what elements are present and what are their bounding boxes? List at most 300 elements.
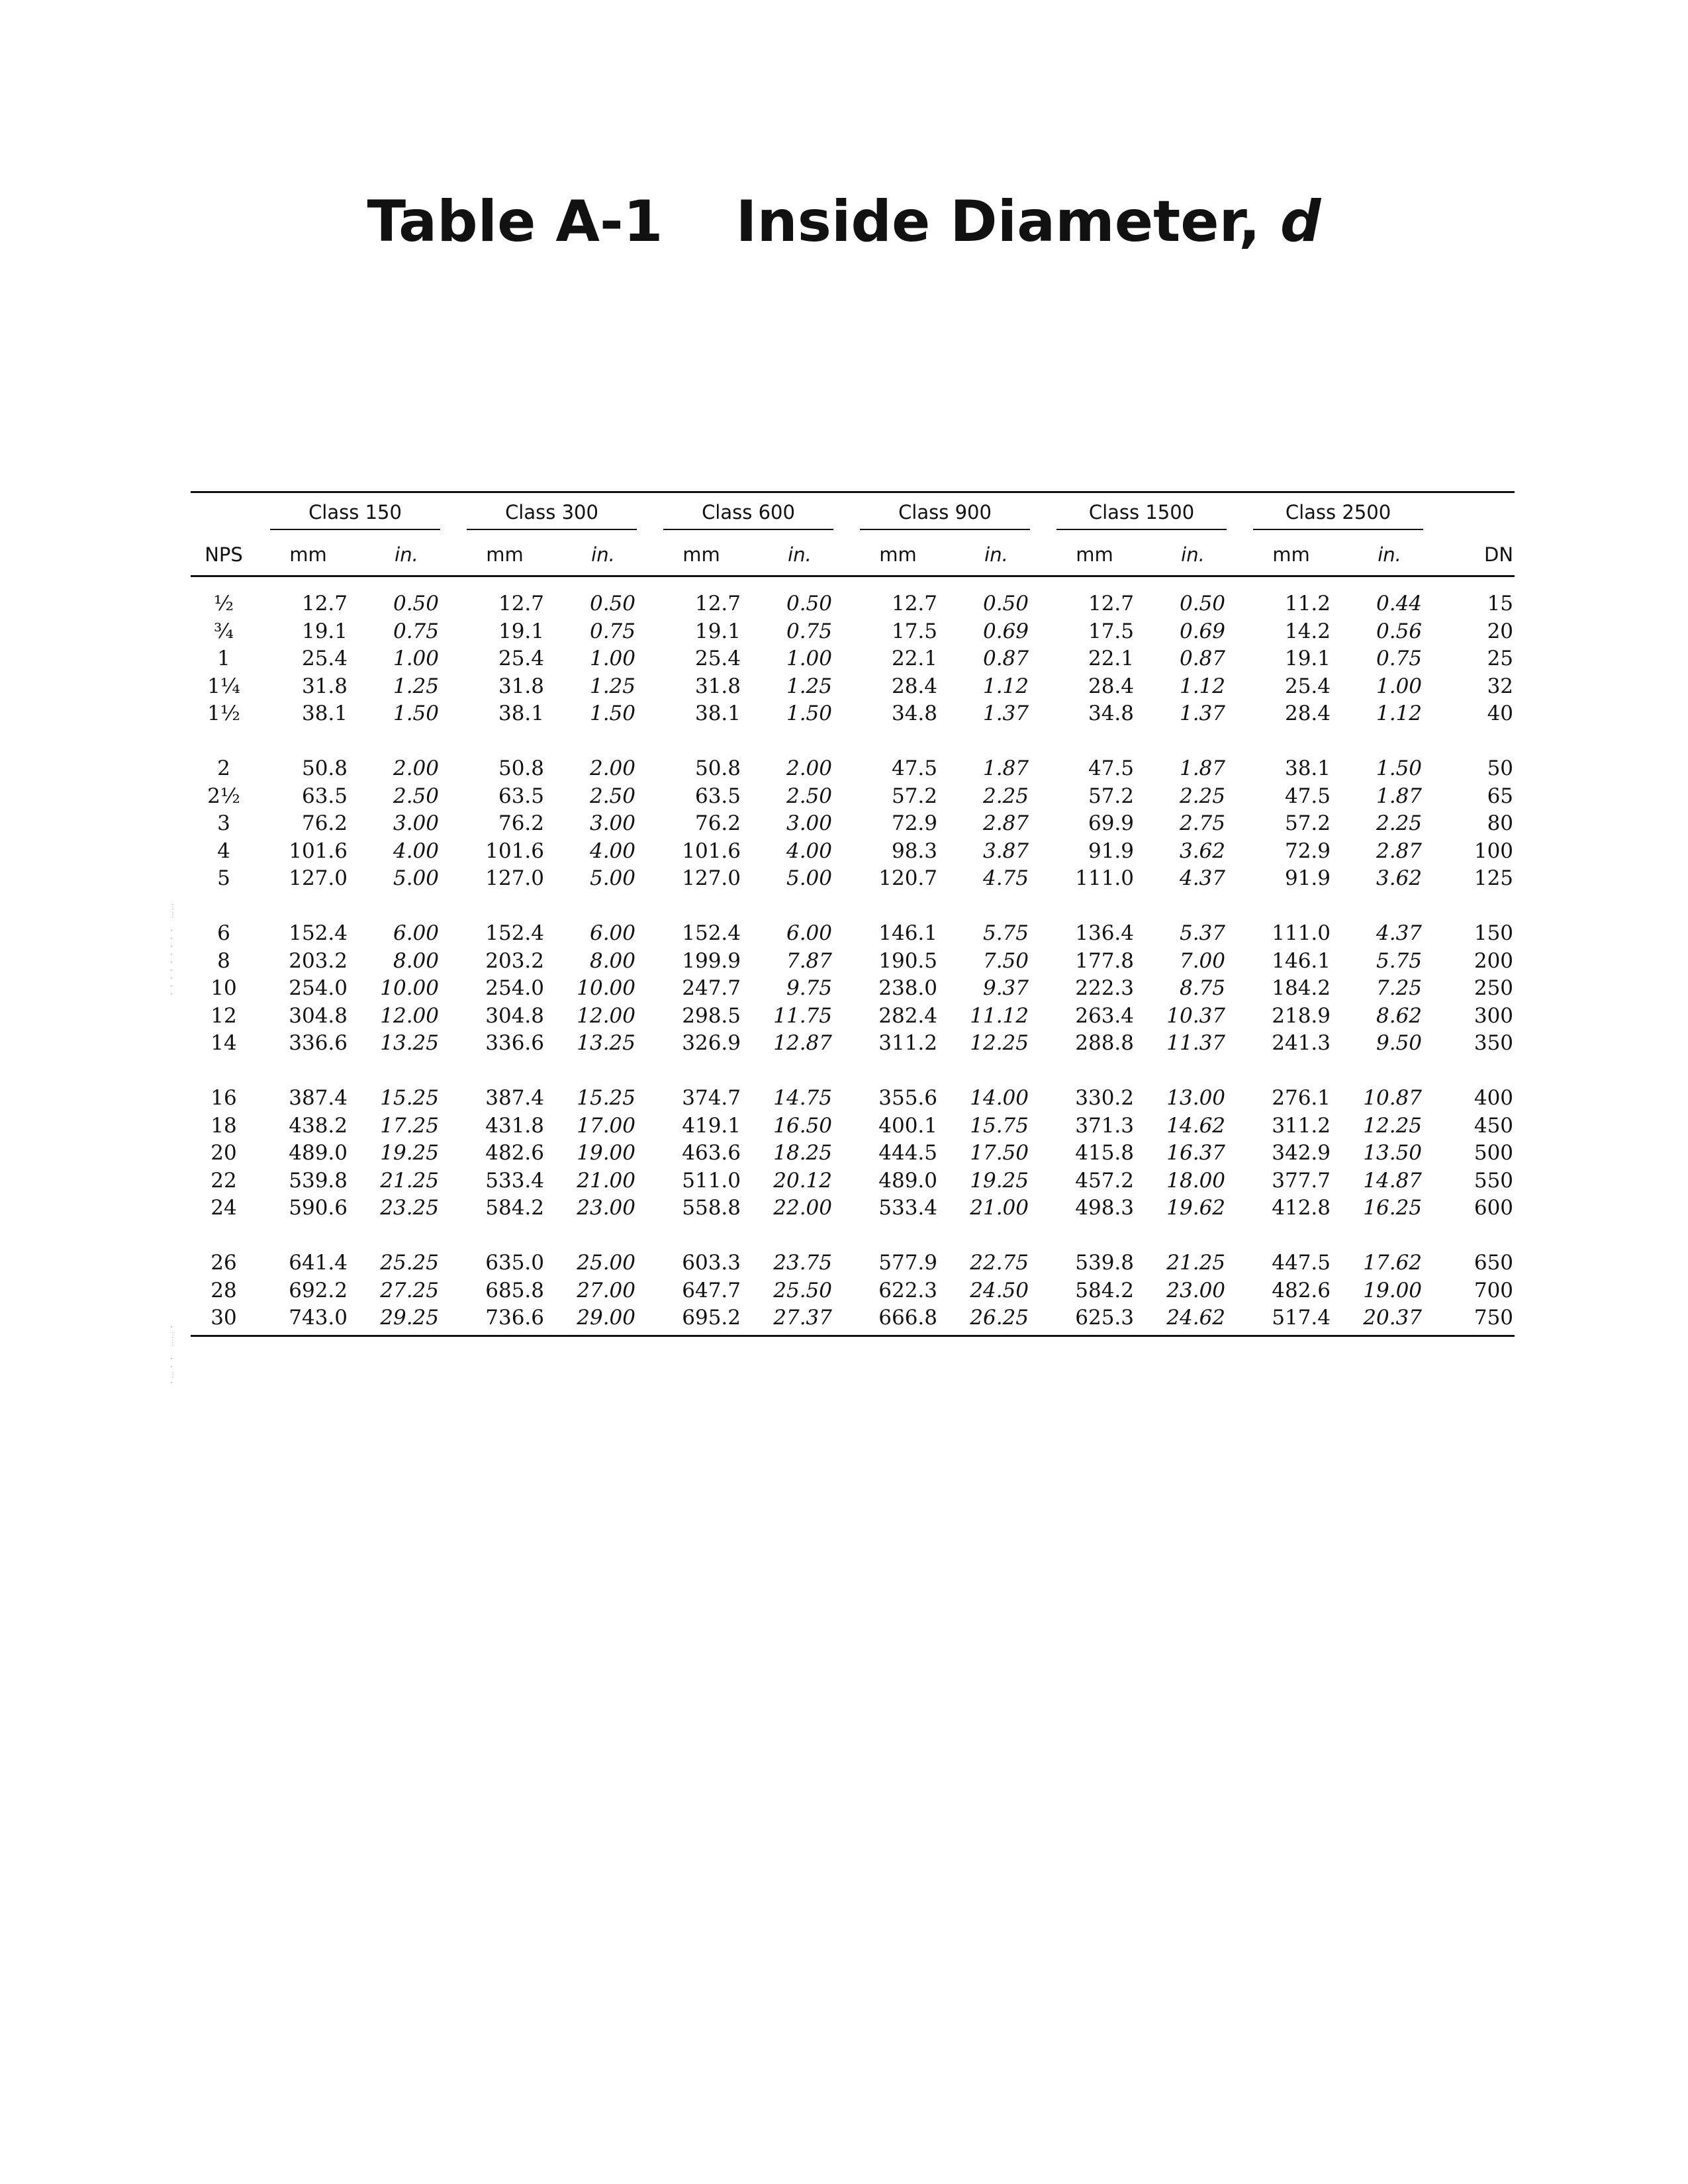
in-cell: 13.00 [1166,1086,1226,1110]
nps-cell: 12 [211,1003,237,1028]
mm-cell: 489.0 [878,1168,937,1193]
mm-cell: 199.9 [682,948,741,973]
table-row [191,1195,1515,1222]
title-text: Inside Diameter, [735,189,1260,255]
in-cell: 15.75 [970,1113,1029,1138]
in-cell: 0.75 [786,619,832,643]
mm-header: mm [257,534,359,576]
mm-cell: 38.1 [498,702,544,725]
nps-cell: 24 [211,1196,237,1220]
dn-cell: 150 [1474,921,1514,945]
mm-cell: 146.1 [878,921,937,945]
in-cell: 12.87 [773,1031,832,1055]
in-cell: 23.00 [577,1196,635,1220]
in-cell: 4.00 [589,839,635,863]
mm-cell: 584.2 [1075,1278,1134,1302]
in-cell: 2.00 [393,756,439,780]
mm-cell: 136.4 [1075,921,1134,945]
in-cell: 4.75 [982,866,1029,890]
dn-cell: 350 [1474,1031,1514,1055]
mm-cell: 19.1 [301,619,348,643]
in-cell: 1.25 [589,674,635,698]
mm-cell: 666.8 [878,1306,937,1330]
in-cell: 10.37 [1166,1003,1226,1028]
mm-cell: 498.3 [1075,1196,1134,1220]
mm-cell: 19.1 [694,619,741,643]
dn-cell: 15 [1487,592,1514,615]
spacer-row [191,576,1515,591]
mm-cell: 377.7 [1272,1168,1331,1193]
in-cell: 23.75 [773,1251,832,1275]
mm-cell: 457.2 [1075,1168,1134,1193]
mm-cell: 38.1 [1284,756,1331,780]
mm-cell: 298.5 [682,1003,741,1028]
table-row [191,810,1515,838]
mm-header: mm [1043,534,1146,576]
mm-cell: 647.7 [682,1278,741,1302]
mm-cell: 38.1 [301,702,348,725]
in-cell: 1.50 [1376,756,1423,780]
in-cell: 7.87 [786,948,832,973]
mm-cell: 533.4 [485,1168,544,1193]
mm-cell: 387.4 [289,1086,348,1110]
mm-cell: 17.5 [1088,619,1134,643]
nps-cell: 10 [211,976,237,1000]
table-row [191,1085,1515,1113]
mm-cell: 311.2 [878,1031,937,1055]
mm-cell: 177.8 [1075,948,1134,973]
mm-cell: 111.0 [1075,866,1134,890]
table-row [191,838,1515,866]
mm-cell: 447.5 [1272,1251,1331,1275]
mm-cell: 12.7 [1088,592,1134,615]
table-row [191,865,1515,893]
table-row [191,1277,1515,1305]
table-row [191,700,1515,728]
class-header [453,493,650,534]
in-cell: 2.50 [393,784,439,808]
in-cell: 11.12 [970,1003,1029,1028]
mm-cell: 511.0 [682,1168,741,1193]
in-cell: 0.50 [393,592,439,615]
table-row [191,1003,1515,1030]
mm-cell: 355.6 [878,1086,937,1110]
in-cell: 15.25 [380,1086,439,1110]
in-cell: 5.37 [1179,921,1226,945]
in-cell: 1.12 [1179,674,1226,698]
in-cell: 17.62 [1363,1251,1423,1275]
mm-cell: 127.0 [682,866,741,890]
mm-header: mm [847,534,949,576]
in-cell: 1.87 [1179,756,1226,780]
in-header: in. [1342,534,1436,576]
dn-cell: 550 [1474,1168,1514,1193]
mm-cell: 438.2 [289,1113,348,1138]
in-cell: 4.00 [393,839,439,863]
dn-header: DN [1436,534,1515,576]
mm-cell: 203.2 [485,948,544,973]
mm-cell: 69.9 [1088,811,1134,835]
margin-mark: · ⋮ ⋮ · · ⋮ · [169,1324,176,1387]
in-cell: 27.25 [380,1278,439,1302]
in-header: in. [359,534,453,576]
dn-cell: 125 [1474,866,1514,890]
class-header [1240,493,1436,534]
in-cell: 19.25 [380,1141,439,1165]
nps-cell: 2 [217,756,230,780]
in-cell: 21.00 [970,1196,1029,1220]
in-cell: 17.25 [380,1113,439,1138]
dn-cell: 50 [1487,756,1514,780]
page-title [0,189,1688,255]
in-header: in. [949,534,1043,576]
mm-cell: 304.8 [485,1003,544,1028]
dn-cell: 300 [1474,1003,1514,1028]
table-row [191,1250,1515,1277]
in-cell: 2.25 [1376,811,1423,835]
dn-cell: 100 [1474,839,1514,863]
in-cell: 2.87 [1376,839,1423,863]
in-cell: 2.00 [786,756,832,780]
spacer-cell [191,576,1515,591]
dn-cell: 450 [1474,1113,1514,1138]
mm-cell: 577.9 [878,1251,937,1275]
margin-mark: ⋮ ⋮ · · · · · · · · · [169,903,176,998]
in-cell: 0.75 [589,619,635,643]
in-cell: 17.50 [970,1141,1029,1165]
mm-cell: 19.1 [498,619,544,643]
mm-cell: 625.3 [1075,1306,1134,1330]
in-cell: 26.25 [970,1306,1029,1330]
class-header [650,493,847,534]
table-row [191,1113,1515,1140]
mm-cell: 91.9 [1284,866,1331,890]
in-cell: 16.50 [773,1113,832,1138]
in-cell: 5.00 [786,866,832,890]
mm-cell: 584.2 [485,1196,544,1220]
mm-cell: 218.9 [1272,1003,1331,1028]
in-cell: 21.25 [380,1168,439,1193]
mm-cell: 311.2 [1272,1113,1331,1138]
mm-cell: 28.4 [1088,674,1134,698]
table-row [191,975,1515,1003]
in-cell: 7.25 [1376,976,1423,1000]
mm-cell: 241.3 [1272,1031,1331,1055]
mm-header: mm [453,534,556,576]
mm-cell: 190.5 [878,948,937,973]
in-cell: 0.50 [786,592,832,615]
in-cell: 5.00 [393,866,439,890]
table-row [191,1167,1515,1195]
in-cell: 2.75 [1179,811,1226,835]
dn-cell: 650 [1474,1251,1514,1275]
in-cell: 14.87 [1363,1168,1423,1193]
in-cell: 1.25 [393,674,439,698]
dn-cell: 400 [1474,1086,1514,1110]
dn-cell: 500 [1474,1141,1514,1165]
in-cell: 4.37 [1376,921,1423,945]
nps-cell: 5 [217,866,230,890]
mm-cell: 415.8 [1075,1141,1134,1165]
mm-cell: 263.4 [1075,1003,1134,1028]
group-spacer-row [191,1058,1515,1085]
in-cell: 24.50 [970,1278,1029,1302]
in-cell: 20.12 [773,1168,832,1193]
dn-cell: 200 [1474,948,1514,973]
in-cell: 17.00 [577,1113,635,1138]
in-cell: 7.00 [1179,948,1226,973]
mm-cell: 304.8 [289,1003,348,1028]
in-cell: 1.37 [982,702,1029,725]
mm-cell: 76.2 [498,811,544,835]
mm-cell: 152.4 [485,921,544,945]
in-cell: 11.75 [773,1003,832,1028]
unit-header-row [191,534,1515,576]
in-cell: 2.25 [982,784,1029,808]
in-cell: 1.50 [589,702,635,725]
in-cell: 3.00 [786,811,832,835]
in-cell: 3.87 [982,839,1029,863]
mm-cell: 463.6 [682,1141,741,1165]
nps-cell: 20 [211,1141,237,1165]
mm-cell: 47.5 [1284,784,1331,808]
mm-cell: 72.9 [891,811,937,835]
mm-cell: 17.5 [891,619,937,643]
mm-cell: 11.2 [1284,592,1331,615]
mm-cell: 254.0 [485,976,544,1000]
in-cell: 2.25 [1179,784,1226,808]
class-label: Class 2500 [1253,501,1423,530]
in-cell: 12.25 [1363,1113,1423,1138]
mm-cell: 47.5 [1088,756,1134,780]
nps-cell: 1 [217,647,230,670]
mm-cell: 72.9 [1284,839,1331,863]
in-cell: 5.00 [589,866,635,890]
in-cell: 6.00 [786,921,832,945]
table-row [191,948,1515,976]
in-cell: 21.25 [1166,1251,1226,1275]
in-cell: 22.75 [970,1251,1029,1275]
in-cell: 15.25 [577,1086,635,1110]
spacer-cell [191,1222,1515,1250]
in-cell: 1.00 [786,647,832,670]
header-blank [191,493,257,534]
dn-cell: 750 [1474,1306,1514,1330]
mm-cell: 111.0 [1272,921,1331,945]
table-bottom-rule [191,1335,1515,1337]
mm-cell: 247.7 [682,976,741,1000]
in-cell: 1.25 [786,674,832,698]
mm-cell: 222.3 [1075,976,1134,1000]
mm-cell: 288.8 [1075,1031,1134,1055]
table-row [191,920,1515,948]
in-cell: 10.00 [577,976,635,1000]
mm-cell: 533.4 [878,1196,937,1220]
class-label: Class 1500 [1056,501,1227,530]
in-cell: 20.37 [1363,1306,1423,1330]
in-cell: 16.37 [1166,1141,1226,1165]
title-symbol: d [1280,189,1321,255]
mm-cell: 50.8 [301,756,348,780]
nps-cell: 1½ [207,702,240,725]
mm-cell: 76.2 [694,811,741,835]
mm-cell: 120.7 [878,866,937,890]
in-header: in. [1146,534,1240,576]
dn-cell: 20 [1487,619,1514,643]
group-spacer-row [191,1222,1515,1250]
nps-cell: 28 [211,1278,237,1302]
class-header-row [191,493,1515,534]
nps-cell: 18 [211,1113,237,1138]
mm-cell: 276.1 [1272,1086,1331,1110]
mm-cell: 590.6 [289,1196,348,1220]
in-cell: 8.00 [393,948,439,973]
table-row [191,783,1515,811]
in-cell: 0.75 [393,619,439,643]
mm-cell: 184.2 [1272,976,1331,1000]
in-cell: 13.25 [577,1031,635,1055]
in-header: in. [753,534,847,576]
in-cell: 0.56 [1376,619,1423,643]
mm-cell: 336.6 [485,1031,544,1055]
in-cell: 6.00 [589,921,635,945]
inside-diameter-table [191,493,1515,1335]
mm-cell: 517.4 [1272,1306,1331,1330]
mm-cell: 22.1 [1088,647,1134,670]
mm-cell: 63.5 [694,784,741,808]
mm-cell: 50.8 [694,756,741,780]
dn-cell: 250 [1474,976,1514,1000]
in-cell: 0.50 [589,592,635,615]
mm-cell: 19.1 [1284,647,1331,670]
in-cell: 16.25 [1363,1196,1423,1220]
in-cell: 0.87 [1179,647,1226,670]
mm-cell: 14.2 [1284,619,1331,643]
mm-cell: 22.1 [891,647,937,670]
in-cell: 22.00 [773,1196,832,1220]
table-row [191,1030,1515,1058]
in-cell: 0.87 [982,647,1029,670]
in-cell: 13.50 [1363,1141,1423,1165]
in-cell: 1.50 [393,702,439,725]
dn-cell: 40 [1487,702,1514,725]
header-blank [1436,493,1515,534]
dn-cell: 80 [1487,811,1514,835]
mm-cell: 25.4 [694,647,741,670]
mm-cell: 127.0 [485,866,544,890]
mm-cell: 692.2 [289,1278,348,1302]
mm-cell: 50.8 [498,756,544,780]
nps-cell: 14 [211,1031,237,1055]
inside-diameter-table-wrap [191,491,1515,1337]
in-cell: 3.62 [1376,866,1423,890]
in-cell: 27.37 [773,1306,832,1330]
mm-cell: 622.3 [878,1278,937,1302]
mm-cell: 12.7 [694,592,741,615]
mm-cell: 63.5 [301,784,348,808]
mm-cell: 31.8 [498,674,544,698]
in-cell: 23.25 [380,1196,439,1220]
spacer-cell [191,1058,1515,1085]
in-cell: 2.50 [786,784,832,808]
mm-cell: 152.4 [289,921,348,945]
in-cell: 1.00 [393,647,439,670]
nps-cell: 2½ [207,784,240,808]
in-cell: 8.75 [1179,976,1226,1000]
in-cell: 6.00 [393,921,439,945]
in-cell: 19.62 [1166,1196,1226,1220]
in-cell: 3.00 [589,811,635,835]
nps-header: NPS [191,534,257,576]
mm-cell: 12.7 [301,592,348,615]
mm-cell: 371.3 [1075,1113,1134,1138]
in-cell: 19.25 [970,1168,1029,1193]
in-cell: 21.00 [577,1168,635,1193]
class-header [1043,493,1240,534]
mm-cell: 28.4 [891,674,937,698]
class-label: Class 300 [467,501,637,530]
table-row [191,1304,1515,1332]
mm-cell: 330.2 [1075,1086,1134,1110]
mm-cell: 31.8 [694,674,741,698]
mm-cell: 12.7 [891,592,937,615]
in-cell: 14.00 [970,1086,1029,1110]
mm-cell: 47.5 [891,756,937,780]
mm-cell: 539.8 [289,1168,348,1193]
mm-cell: 91.9 [1088,839,1134,863]
in-cell: 3.00 [393,811,439,835]
mm-cell: 400.1 [878,1113,937,1138]
dn-cell: 600 [1474,1196,1514,1220]
mm-cell: 63.5 [498,784,544,808]
mm-cell: 489.0 [289,1141,348,1165]
mm-cell: 57.2 [1284,811,1331,835]
mm-cell: 641.4 [289,1251,348,1275]
in-cell: 19.00 [577,1141,635,1165]
in-cell: 5.75 [1376,948,1423,973]
in-cell: 25.00 [577,1251,635,1275]
in-cell: 0.69 [982,619,1029,643]
mm-cell: 444.5 [878,1141,937,1165]
in-cell: 13.25 [380,1031,439,1055]
class-label: Class 150 [270,501,440,530]
mm-cell: 736.6 [485,1306,544,1330]
mm-header: mm [1240,534,1342,576]
in-cell: 2.00 [589,756,635,780]
in-cell: 1.50 [786,702,832,725]
mm-cell: 685.8 [485,1278,544,1302]
group-spacer-row [191,728,1515,756]
table-row [191,673,1515,701]
mm-cell: 482.6 [1272,1278,1331,1302]
mm-cell: 28.4 [1284,702,1331,725]
in-cell: 2.87 [982,811,1029,835]
mm-cell: 101.6 [485,839,544,863]
mm-cell: 412.8 [1272,1196,1331,1220]
table-row [191,618,1515,646]
in-cell: 29.25 [380,1306,439,1330]
nps-cell: 30 [211,1306,237,1330]
in-cell: 14.62 [1166,1113,1226,1138]
in-cell: 29.00 [577,1306,635,1330]
group-spacer-row [191,893,1515,921]
in-cell: 1.00 [1376,674,1423,698]
in-cell: 8.62 [1376,1003,1423,1028]
mm-cell: 558.8 [682,1196,741,1220]
dn-cell: 25 [1487,647,1514,670]
mm-cell: 12.7 [498,592,544,615]
mm-cell: 98.3 [891,839,937,863]
